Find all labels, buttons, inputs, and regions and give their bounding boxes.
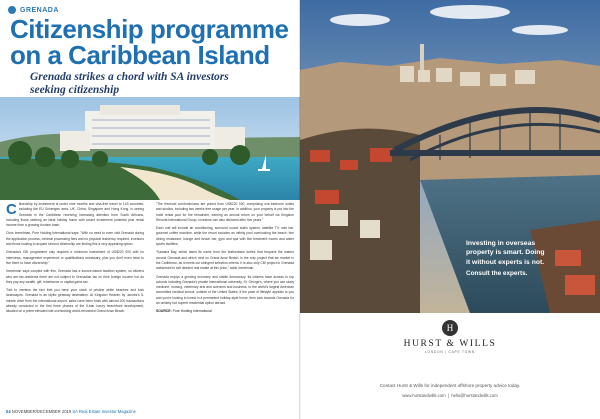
page-number: 54	[6, 409, 11, 414]
website-link[interactable]: www.hurstandwills.com	[402, 393, 446, 398]
source-label: SOURCE:	[156, 309, 172, 314]
paragraph: Chris Immelman, Pure Holding International says: "With no need to even visit Grenada during the application process, minimal processing fees and no physical residency required, investors and those looking to acquire second citizenship are finding this a very appealing option.	[6, 231, 144, 247]
email-link[interactable]: hello@hurstandwills.com	[451, 393, 498, 398]
paragraph: Grenada enjoys a growing economy and stable democracy. Its citizens have access to top schools including Grenada's private international university, St. George's, where you can study medicine, nursing, veterinary arts and sciences and business, to the world's largest American accredited medical school, outside of the United States. If the pace of lifestyle appeals to you and you're looking to invest in a permanent holiday-style home, then look towards Grenada for an unlikely but superb residential option abroad.	[156, 274, 294, 306]
logo-cities: LONDON | CAPE TOWN	[425, 350, 475, 354]
paragraph	[6, 202, 144, 228]
article-body	[0, 202, 300, 407]
paragraph: Immelman says coupled with this, Grenada has a source-based taxation system, so citizens who are tax-residents there are not subject to Grenadian tax on their foreign income nor do they pay any wealth, gift, inheritance or capital gains tax.	[6, 269, 144, 284]
logo-mark-icon: H	[442, 320, 458, 336]
page-fold	[299, 0, 301, 419]
page-footer	[6, 409, 136, 414]
article-subtitle	[30, 71, 290, 97]
body-column-2	[156, 202, 294, 402]
title-line-1: Citizenship programme	[10, 14, 289, 44]
section-dot-icon	[8, 6, 16, 14]
subtitle-line-1: Grenada strikes a chord with SA investors	[30, 71, 229, 83]
advert-contact-line: Contact Hurst & Wills for independent offshore property advice today.	[379, 383, 521, 388]
article-title	[10, 16, 300, 68]
paragraph: Each unit will include air conditioning, surround sound audio system, satellite TV, mini bar, gourmet coffee machine, while the resort includes an infinity pool overlooking the beach, fine dining restaurant, lounge and beach bar, gym and spa with five treatment rooms and water sports facilities.	[156, 226, 294, 247]
paragraph-text: itizenship by investment is under nine months and visa-free travel to 143 countries, including the EU Schengen area, UK, China, Singapore and Hong Kong, is seeing Grenada in the Caribbean receiving increasing attention from South Africans, including those seeking an ideal holiday home with sound investment potential plus rental income from a growing tourism base.	[6, 202, 144, 228]
section-tag-label: GRENADA	[20, 6, 59, 14]
hurst-wills-logo	[402, 320, 498, 356]
drop-cap: C	[6, 202, 17, 218]
magazine-name: SA Real Estate Investor Magazine	[72, 409, 136, 414]
paragraph: "Kawana Bay, which takes its name from the leatherback turtles that frequent the waters around Grenada and which nest on Grand Anse Beach, is the only project that we market in the Caribbean, as it meets our stringent selection criteria. It is also only CBI project in Grenada authorised to sell deeded real estate at this price," adds Immelman.	[156, 250, 294, 271]
advert-page	[300, 0, 600, 419]
resort-photo	[0, 97, 300, 200]
source-value: Pure Holding International	[172, 309, 212, 314]
tagline-line-3: it without experts is not.	[466, 258, 545, 266]
issue-date: NOVEMBER/DECEMBER 2019	[11, 409, 72, 414]
tagline-line-2: property is smart. Doing	[466, 249, 545, 257]
advert-links: www.hurstandwills.com | hello@hurstandwills.com	[402, 393, 498, 398]
advert-cta: Consult the experts.	[466, 270, 528, 277]
paragraph: "The freehold condominiums are priced from US$220 000, comprising one-bedroom suites and studios, including two weeks free usage per year. In addition, your property is put into the hotel rental pool for the remainder, earning an annual return on your behalf via Kingston Resorts International Group. Investors can also disinvest after five years."	[156, 202, 294, 222]
advert-tagline	[466, 239, 596, 267]
body-column-1	[6, 202, 144, 402]
paragraph: Grenada's CBI programme only requires a minimum investment of US$220 000 with no interviews, management experience or qualifications necessary, plus you don't even have to live there to have citizenship."	[6, 250, 144, 265]
paragraph: "Not to mention the fact that you have your stock of pristine white beaches and lush landscapes. Grenada is an idyllic getaway destination. At Kingston Heaven by Jacobs's 5-minute drive from the international airport, sales have been brisk with almost 200 transactions already concluded in the first three phases of the 5-star luxury beachfront development, situated on a prime elevated site overlooking world-renowned Grand Anse Beach.	[6, 288, 144, 314]
logo-name: HURST & WILLS	[403, 339, 497, 349]
tagline-line-1: Investing in overseas	[466, 240, 536, 247]
title-line-2: on a Caribbean Island	[10, 40, 270, 70]
article-source	[156, 309, 294, 314]
section-tag	[8, 6, 59, 14]
subtitle-line-2: seeking citizenship	[30, 84, 120, 96]
